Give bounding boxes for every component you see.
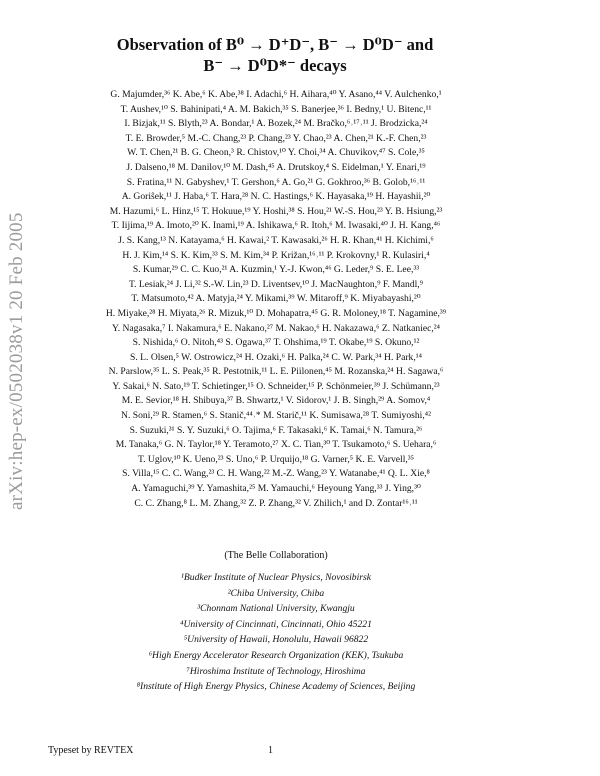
author-line: S. Fratina,¹¹ N. Gabyshev,¹ T. Gershon,⁶ A. Go,²¹ G. Gokhroo,³⁶ B. Golob,¹⁶˒¹¹ bbox=[126, 176, 426, 188]
author-line: J. S. Kang,¹³ N. Katayama,⁶ H. Kawai,² T. Kawasaki,²⁶ H. R. Khan,⁴¹ H. Kichimi,⁶ bbox=[118, 234, 434, 246]
affiliation-line: ⁸Institute of High Energy Physics, Chinese Academy of Sciences, Beijing bbox=[136, 681, 416, 693]
author-line: I. Bizjak,¹¹ S. Blyth,²³ A. Bondar,¹ A. Bozek,²⁴ M. Bračko,⁶˒¹⁷˒¹¹ J. Brodzicka,²⁴ bbox=[124, 118, 428, 130]
author-line: T. Uglov,¹⁰ K. Ueno,²³ S. Uno,⁶ P. Urquijo,¹⁸ G. Varner,⁵ K. E. Varvell,³⁵ bbox=[137, 453, 414, 465]
author-line: T. Matsumoto,⁴² A. Matyja,²⁴ Y. Mikami,³⁹ W. Mitaroff,⁹ K. Miyabayashi,²⁰ bbox=[131, 293, 421, 305]
author-line: A. Yamaguchi,³⁹ Y. Yamashita,²⁵ M. Yamauchi,⁶ Heyoung Yang,³³ J. Ying,³⁰ bbox=[131, 483, 421, 495]
affiliation-line: ³Chonnam National University, Kwangju bbox=[197, 603, 355, 615]
affiliation-line: ¹Budker Institute of Nuclear Physics, Novosibirsk bbox=[181, 572, 371, 583]
affiliation-line: ²Chiba University, Chiba bbox=[227, 587, 325, 599]
author-list bbox=[58, 88, 494, 511]
author-line: T. E. Browder,⁵ M.-C. Chang,²³ P. Chang,²³ Y. Chao,²³ A. Chen,²¹ K.-F. Chen,²³ bbox=[125, 132, 427, 144]
affiliation-line: ⁶High Energy Accelerator Research Organization (KEK), Tsukuba bbox=[148, 649, 404, 661]
arxiv-identifier: arXiv:hep-ex/0502038v1 20 Feb 2005 bbox=[6, 212, 27, 510]
author-line: S. Suzuki,³¹ S. Y. Suzuki,⁶ O. Tajima,⁶ F. Takasaki,⁶ K. Tamai,⁶ N. Tamura,²⁶ bbox=[129, 424, 423, 436]
author-line: Y. Sakai,⁶ N. Sato,¹⁹ T. Schietinger,¹⁵ O. Schneider,¹⁵ P. Schönmeier,³⁹ J. Schümann,²³ bbox=[112, 380, 440, 392]
affiliation-line: ⁴University of Cincinnati, Cincinnati, Ohio 45221 bbox=[180, 618, 372, 630]
affiliation-list bbox=[58, 570, 494, 695]
collaboration-name: (The Belle Collaboration) bbox=[224, 550, 328, 561]
author-line: M. E. Sevior,¹⁸ H. Shibuya,³⁷ B. Shwartz,¹ V. Sidorov,¹ J. B. Singh,²⁹ A. Somov,⁴ bbox=[121, 395, 431, 407]
author-line: S. L. Olsen,⁵ W. Ostrowicz,²⁴ H. Ozaki,⁶ H. Palka,²⁴ C. W. Park,³⁴ H. Park,¹⁴ bbox=[130, 351, 422, 363]
page-number: 1 bbox=[268, 745, 273, 756]
author-line: J. Dalseno,¹⁸ M. Danilov,¹⁰ M. Dash,⁴⁵ A. Drutskoy,⁴ S. Eidelman,¹ Y. Enari,¹⁹ bbox=[126, 161, 426, 173]
author-line: S. Kumar,²⁹ C. C. Kuo,²¹ A. Kuzmin,¹ Y.-J. Kwon,⁴⁶ G. Leder,⁹ S. E. Lee,³³ bbox=[132, 264, 420, 276]
author-line: H. J. Kim,¹⁴ S. K. Kim,³³ S. M. Kim,³⁴ P. Križan,¹⁶˒¹¹ P. Krokovny,¹ R. Kulasiri,⁴ bbox=[122, 249, 430, 261]
author-line: T. Aushev,¹⁰ S. Bahinipati,⁴ A. M. Bakich,³⁵ S. Banerjee,³⁶ I. Bedny,¹ U. Bitenc,¹¹ bbox=[120, 103, 432, 115]
author-line: W. T. Chen,²¹ B. G. Cheon,³ R. Chistov,¹⁰ Y. Choi,³⁴ A. Chuvikov,⁴⁷ S. Cole,³⁵ bbox=[127, 147, 425, 159]
author-line: M. Tanaka,⁶ G. N. Taylor,¹⁸ Y. Teramoto,²⁷ X. C. Tian,³⁰ T. Tsukamoto,⁶ S. Uehara,⁶ bbox=[115, 439, 437, 451]
author-line: S. Villa,¹⁵ C. C. Wang,²³ C. H. Wang,²² M.-Z. Wang,²³ Y. Watanabe,⁴¹ Q. L. Xie,⁸ bbox=[122, 468, 430, 480]
author-line: N. Parslow,³⁵ L. S. Peak,³⁵ R. Pestotnik,¹¹ L. E. Piilonen,⁴⁵ M. Rozanska,²⁴ H. Sagawa,⁶ bbox=[108, 366, 444, 378]
affiliation-line: ⁵University of Hawaii, Honolulu, Hawaii 96822 bbox=[183, 634, 369, 646]
typeset-note: Typeset by REVTEX bbox=[48, 745, 134, 756]
author-line: Y. Nagasaka,⁷ I. Nakamura,⁶ E. Nakano,²⁷ M. Nakao,⁶ H. Nakazawa,⁶ Z. Natkaniec,²⁴ bbox=[112, 322, 440, 334]
affiliation-line: ⁷Hiroshima Institute of Technology, Hiroshima bbox=[186, 665, 366, 677]
author-line: T. Iijima,¹⁹ A. Imoto,²⁰ K. Inami,¹⁹ A. Ishikawa,⁶ R. Itoh,⁶ M. Iwasaki,⁴⁰ J. H. Kang,⁴⁶ bbox=[111, 220, 441, 232]
author-line: C. C. Zhang,⁸ L. M. Zhang,³² Z. P. Zhang,³² V. Zhilich,¹ and D. Zontar¹⁶˒¹¹ bbox=[134, 497, 418, 509]
title-line-1: Observation of B⁰ → D⁺D⁻, B⁻ → D⁰D⁻ and bbox=[116, 35, 434, 54]
title-line-2: B⁻ → D⁰D*⁻ decays bbox=[203, 56, 347, 75]
author-line: M. Hazumi,⁶ L. Hinz,¹⁵ T. Hokuue,¹⁹ Y. Hoshi,³⁸ S. Hou,²¹ W.-S. Hou,²³ Y. B. Hsiung,²³ bbox=[109, 205, 443, 217]
author-line: H. Miyake,²⁸ H. Miyata,²⁶ R. Mizuk,¹⁰ D. Mohapatra,⁴⁵ G. R. Moloney,¹⁸ T. Nagamine,³⁹ bbox=[105, 307, 447, 319]
paper-title bbox=[60, 34, 490, 76]
author-line: T. Lesiak,²⁴ J. Li,³² S.-W. Lin,²³ D. Liventsev,¹⁰ J. MacNaughton,⁹ F. Mandl,⁹ bbox=[128, 278, 424, 290]
author-line: G. Majumder,³⁶ K. Abe,⁶ K. Abe,³⁸ I. Adachi,⁶ H. Aihara,⁴⁰ Y. Asano,⁴⁴ V. Aulchenko,¹ bbox=[110, 89, 442, 100]
author-line: A. Goriŝek,¹¹ J. Haba,⁶ T. Hara,²⁸ N. C. Hastings,⁶ K. Hayasaka,¹⁹ H. Hayashii,²⁰ bbox=[121, 191, 431, 203]
author-line: N. Soni,²⁹ R. Stamen,⁶ S. Stanič,⁴⁴˒* M. Starič,¹¹ K. Sumisawa,²⁸ T. Sumiyoshi,⁴² bbox=[121, 410, 431, 422]
author-line: S. Nishida,⁶ O. Nitoh,⁴³ S. Ogawa,³⁷ T. Ohshima,¹⁹ T. Okabe,¹⁹ S. Okuno,¹² bbox=[132, 337, 420, 349]
